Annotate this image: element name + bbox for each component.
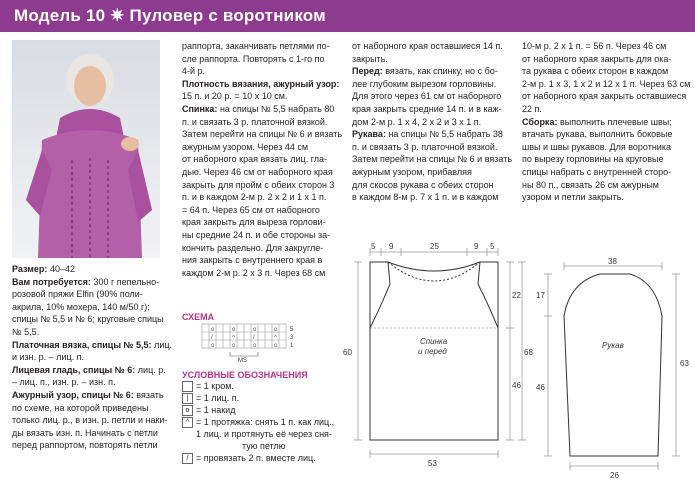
text-line: в каждом 8-м р. 7 х 1 п. и в каждом <box>352 192 499 203</box>
repeat-label: MS <box>238 358 247 364</box>
text-line: дью. Через 46 см от наборного края <box>182 166 333 177</box>
text-line: ды вязать изн. п. Начинать с петли <box>12 427 158 438</box>
text-line: и изн. р. – лиц. п. <box>12 352 84 363</box>
svg-text:^: ^ <box>232 335 235 341</box>
legend-continuation <box>182 428 347 440</box>
text-line: по вырезу горловины на круговые <box>522 154 664 165</box>
dimension-label: 38 <box>608 257 617 266</box>
column-3 <box>352 40 517 204</box>
text-line: 4-й р. <box>182 66 206 77</box>
text-line: 22 п. <box>522 103 542 114</box>
column-1 <box>12 263 172 452</box>
dimension-label: 26 <box>610 471 619 480</box>
text-line: только лиц. р., в изн. р. петли и наки- <box>12 415 168 426</box>
legend-text: = 1 протяжка: снять 1 п. как лиц., <box>196 417 335 427</box>
text-line: узором и петли закрыть. <box>522 192 624 203</box>
text-line: лиц. <box>154 339 173 350</box>
text-line: п. и связать 3 р. платочной вязкой. <box>352 141 498 152</box>
legend-text: тую петлю <box>242 441 286 451</box>
model-photo <box>12 40 160 258</box>
legend-text: = 1 кром. <box>196 381 234 391</box>
row-number: 3 <box>290 335 294 341</box>
text-line: от наборного края закрыть для ока- <box>522 53 672 64</box>
text-line: дом 2-м р. 1 х 4, 2 х 2 и 3 х 1 п. <box>352 116 482 127</box>
text-line: вязать <box>136 389 164 400</box>
legend-item <box>182 392 347 404</box>
text-line: для скосов рукава с обеих сторон <box>352 179 494 190</box>
svg-text:o: o <box>253 327 257 333</box>
text-line: закрыть для пройм с обеих сторон 3 <box>182 179 335 190</box>
sleeves-label: Рукава: <box>352 129 386 140</box>
text-line: лее глубоким вырезом горловины. <box>352 78 497 89</box>
svg-text:o: o <box>211 327 215 333</box>
body-pattern-diagram <box>340 240 533 485</box>
row-number: 1 <box>290 343 294 349</box>
yarn-over-icon: o <box>182 405 193 416</box>
text-line: ажурным узором, прибавляя <box>352 166 472 177</box>
text-line: та рукава с обеих сторон в каждом <box>522 66 669 77</box>
text-line: ны средние 24 п. и обе стороны за- <box>182 229 331 240</box>
text-line: розовой пряжи Elfin (90% поли- <box>12 289 143 300</box>
text-line: по схеме, на которой приведены <box>12 402 149 413</box>
dimension-label: 5 <box>490 242 495 251</box>
legend-item <box>182 452 347 464</box>
legend <box>182 370 347 464</box>
text-line: 2-м р. 1 х 3, 1 х 2 и 12 х 1 п. Через 63 см <box>522 78 691 89</box>
size-value: 40–42 <box>49 264 75 274</box>
sleeve-pattern-diagram <box>530 256 690 486</box>
dimension-label: 22 <box>512 291 521 300</box>
text-line: края закрыть средние 14 п. и в каж- <box>352 103 502 114</box>
text-line: швы и швы рукавов. Для воротника <box>522 141 671 152</box>
dimension-label: 9 <box>389 242 394 251</box>
text-line: = 64 п. Через 65 см от наборного <box>182 204 320 215</box>
scheme-section <box>182 312 302 367</box>
text-line: каждом 2-м р. 2 х 3 п. Через 68 см <box>182 267 326 278</box>
text-line: от наборного края вязать лиц. гла- <box>182 154 328 165</box>
column-2 <box>182 40 342 279</box>
legend-text: = 1 накид <box>196 405 236 415</box>
text-line: ны 80 п., связать 26 см ажурным <box>522 179 659 190</box>
text-line: на спицы № 5,5 набрать 38 <box>388 129 503 140</box>
text-line: сле раппорта. Повторять с 1-го по <box>182 53 325 64</box>
legend-item <box>182 416 347 428</box>
density-label: Плотность вязания, ажурный узор: <box>182 78 340 89</box>
text-line: закрыть. <box>352 53 388 64</box>
text-line: втачать рукава, выполнить боковые <box>522 129 673 140</box>
text-line: на спицы № 5,5 набрать 80 <box>219 103 335 114</box>
text-line: спицы набрать с внутренней сторо- <box>522 166 672 177</box>
page-title: Модель 10 ✷ Пуловер с воротником <box>14 6 326 25</box>
legend-text: = 1 лиц. п. <box>196 393 240 403</box>
text-line: акрила, 10% мохера, 140 м/50 г); <box>12 301 150 312</box>
dimension-label: 60 <box>343 348 352 357</box>
text-line: выполнить плечевые швы; <box>559 116 672 127</box>
column-4 <box>522 40 692 204</box>
text-line: ажурным узором. Через 44 см <box>182 141 309 152</box>
text-line: 10-м р. 2 х 1 п. = 56 п. Через 46 см <box>522 41 667 51</box>
dimension-label: 53 <box>428 459 437 468</box>
text-line: Для этого через 61 см от наборного <box>352 91 502 102</box>
stitch-chart <box>182 322 302 362</box>
text-line: Затем перейти на спицы № 6 и вязать <box>352 154 513 165</box>
legend-text: 1 лиц. и протянуть её через сня- <box>196 429 332 439</box>
stockinette-label: Лицевая гладь, спицы № 6: <box>12 364 136 375</box>
text-line: перед раппортом, повторять петли <box>12 440 158 451</box>
back-label: Спинка: <box>182 103 218 114</box>
svg-text:o: o <box>232 327 236 333</box>
text-line: кончить раздельно. Для закругле- <box>182 242 324 253</box>
row-number: 5 <box>290 327 294 333</box>
assembly-label: Сборка: <box>522 116 558 127</box>
text-line: от наборного края закрыть оставшиеся <box>522 91 687 102</box>
garter-label: Платочная вязка, спицы № 5,5: <box>12 339 152 350</box>
legend-item <box>182 380 347 392</box>
svg-text:o: o <box>232 343 236 349</box>
svg-text:o: o <box>274 343 278 349</box>
piece-label: и перед <box>418 347 447 356</box>
slip-stitch-icon: ^ <box>182 417 193 428</box>
svg-text:/: / <box>253 335 255 341</box>
text-line: Затем перейти на спицы № 6 и вязать <box>182 129 343 140</box>
scheme-title: СХЕМА <box>182 312 215 322</box>
header-bar <box>0 0 695 32</box>
legend-title: УСЛОВНЫЕ ОБОЗНАЧЕНИЯ <box>182 370 308 380</box>
text-line: ния закрыть с внутреннего края в <box>182 255 323 266</box>
text-line: раппорта, заканчивать петлями по- <box>182 41 330 51</box>
dimension-label: 5 <box>371 242 376 251</box>
knit-stitch-icon: | <box>182 393 193 404</box>
dimension-label: 25 <box>430 242 439 251</box>
piece-label: Рукав <box>602 341 624 350</box>
svg-text:o: o <box>211 343 215 349</box>
dimension-label: 17 <box>536 291 545 300</box>
dimension-label: 63 <box>680 359 689 368</box>
size-label: Размер: <box>12 264 48 274</box>
svg-text:^: ^ <box>274 335 277 341</box>
text-line: лиц. р. <box>137 364 166 375</box>
dimension-label: 46 <box>536 383 545 392</box>
front-label: Перед: <box>352 66 383 77</box>
edge-stitch-icon <box>182 381 193 392</box>
legend-continuation <box>182 440 347 452</box>
legend-item <box>182 404 347 416</box>
text-line: спицы № 5,5 и № 6; круговые спицы <box>12 314 164 325</box>
dimension-label: 9 <box>474 242 479 251</box>
text-line: 15 п. и 20 р. = 10 х 10 см. <box>182 91 288 102</box>
dimension-label: 68 <box>524 348 533 357</box>
knit-two-together-icon: / <box>182 453 193 464</box>
materials-label: Вам потребуется: <box>12 276 91 287</box>
text-line: № 5,5. <box>12 326 40 337</box>
text-line: вязать, как спинку, но с бо- <box>385 66 498 77</box>
text-line: п. и в каждом 2-м р. 2 х 2 и 1 х 1 п. <box>182 192 327 203</box>
piece-label: Спинка <box>420 337 448 346</box>
svg-text:o: o <box>274 327 278 333</box>
dimension-label: 46 <box>512 381 521 390</box>
lace-label: Ажурный узор, спицы № 6: <box>12 389 134 400</box>
text-line: края закрыть для выреза горлови- <box>182 217 326 228</box>
svg-text:/: / <box>211 335 213 341</box>
text-line: 300 г пепельно- <box>93 276 160 287</box>
svg-text:o: o <box>253 343 257 349</box>
text-line: п. и связать 3 р. платочной вязкой. <box>182 116 328 127</box>
text-line: – лиц. п., изн. р. – изн. п. <box>12 377 116 388</box>
text-line: от наборного края оставшиеся 14 п. <box>352 41 503 51</box>
legend-text: = провязать 2 п. вместе лиц. <box>196 453 316 463</box>
